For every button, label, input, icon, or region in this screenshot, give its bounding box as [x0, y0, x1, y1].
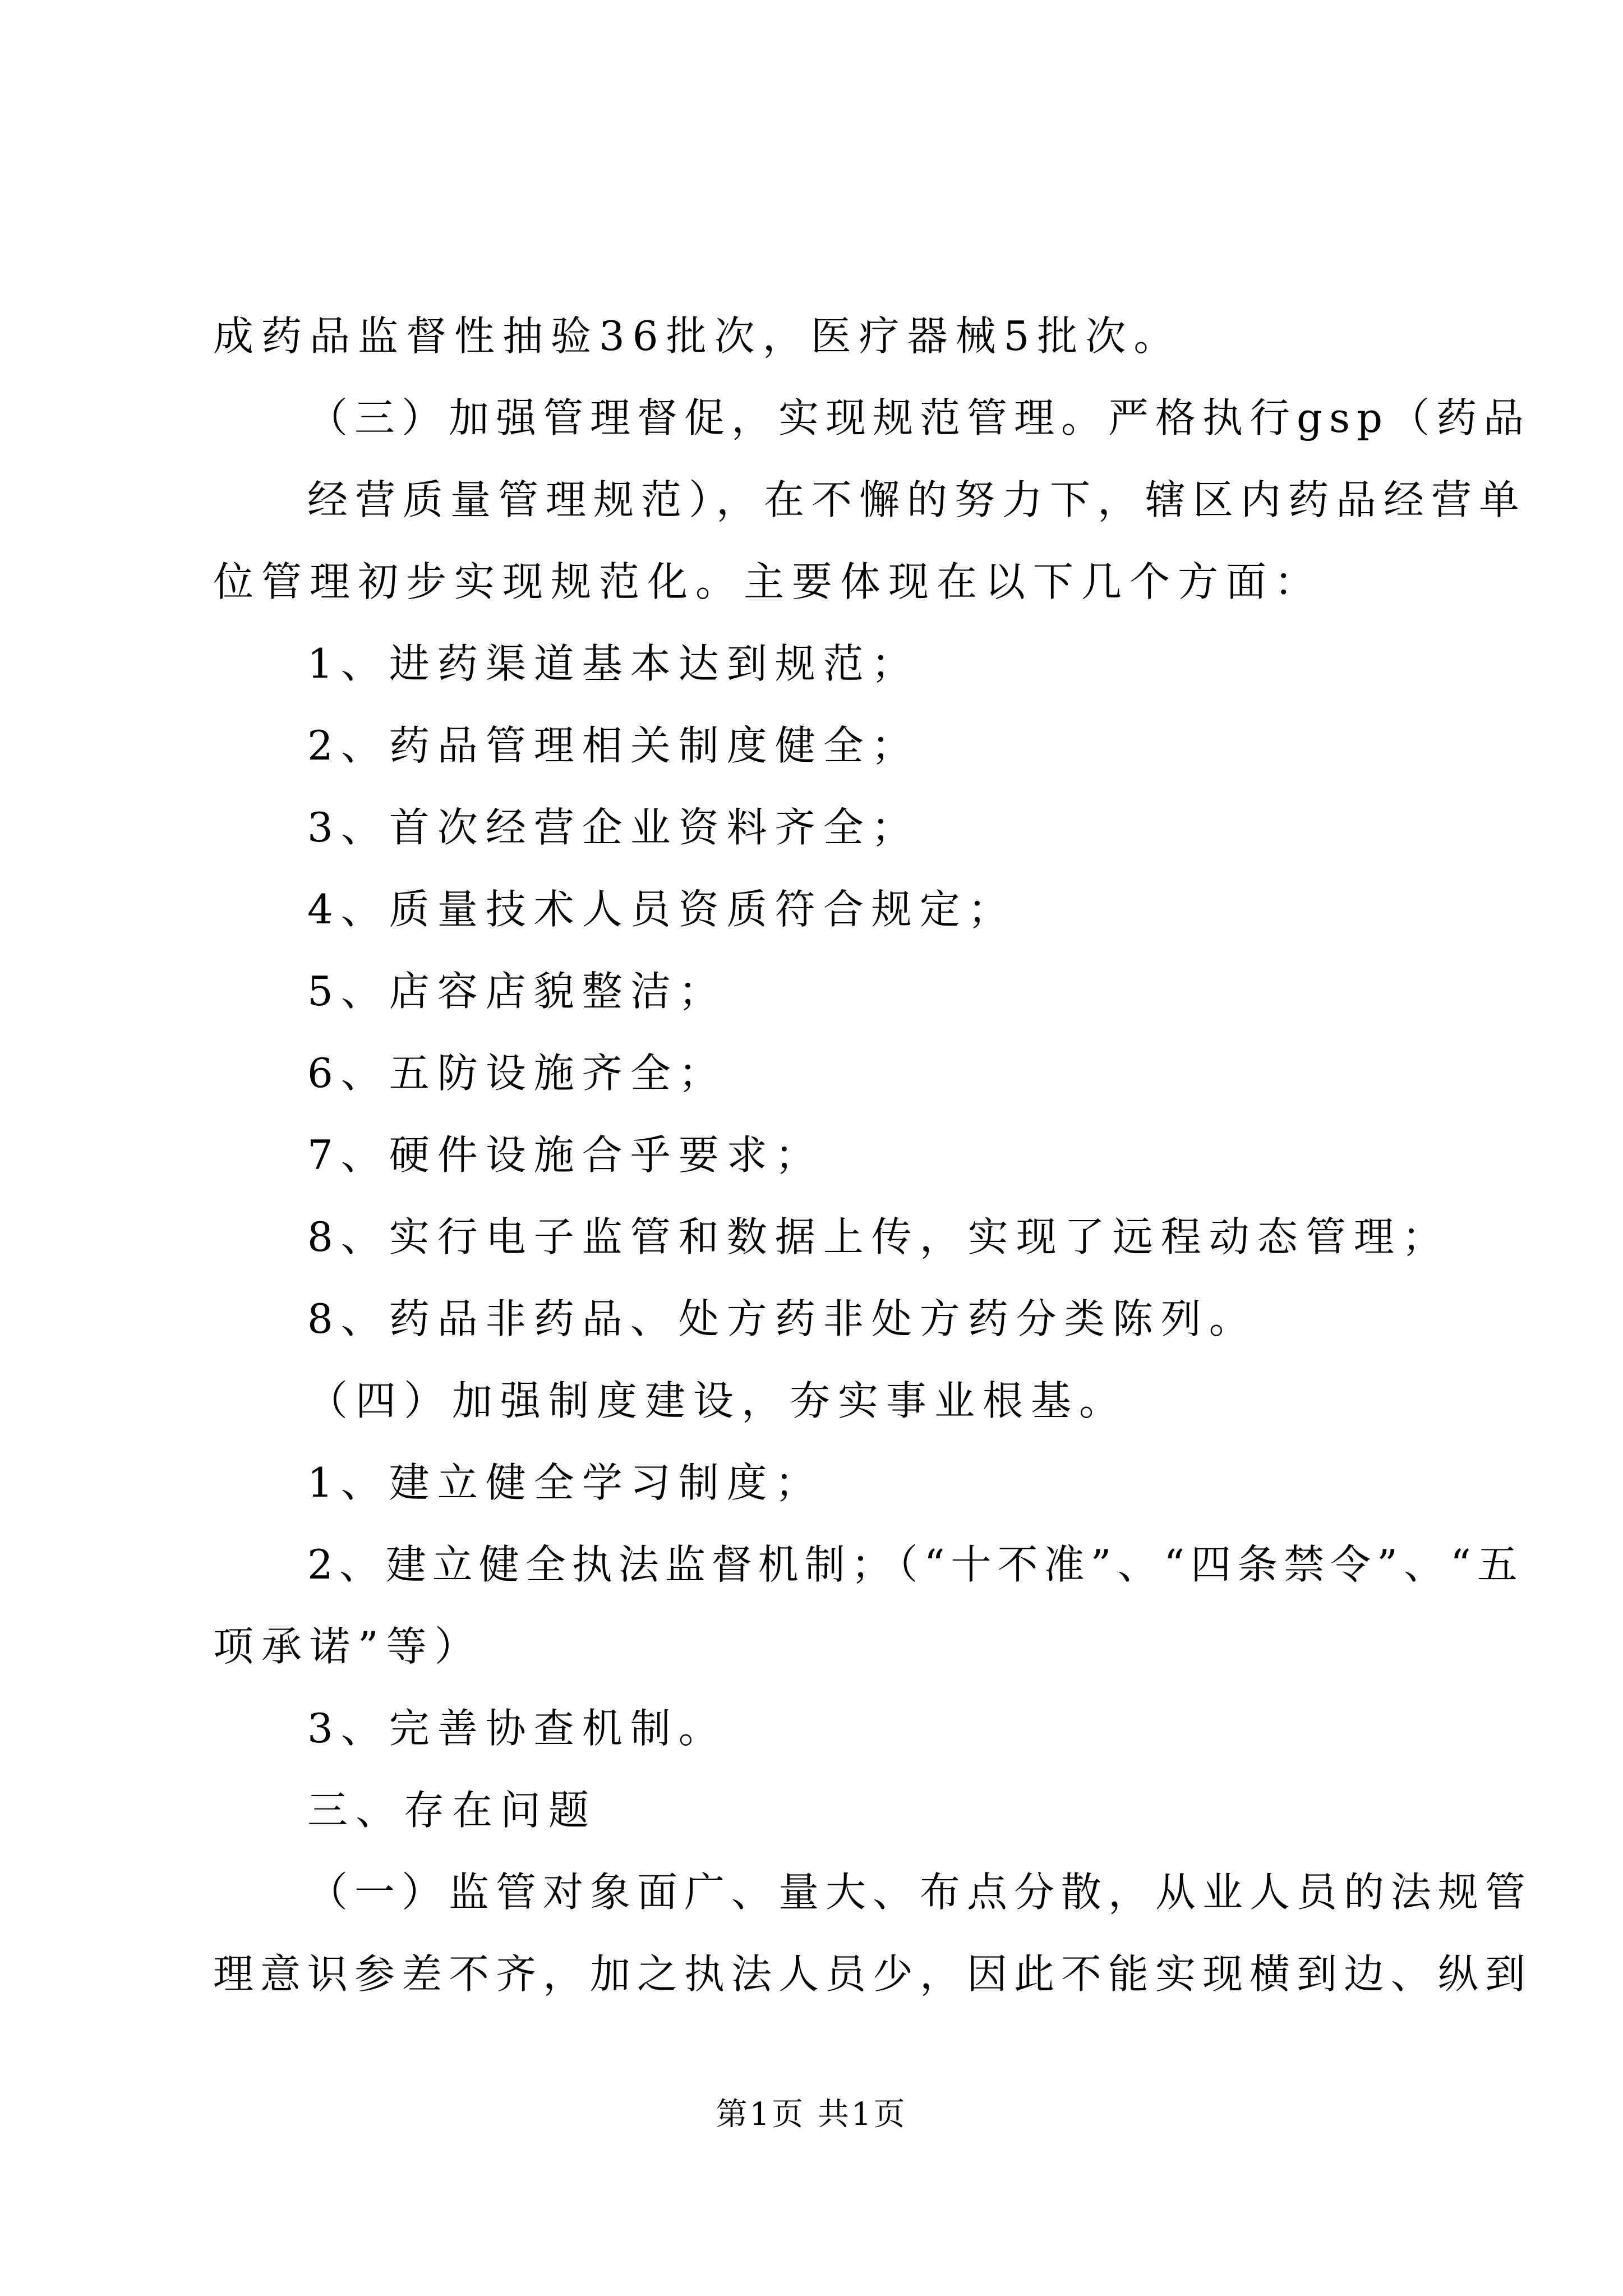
text-line: 1、进药渠道基本达到规范；: [307, 640, 920, 687]
section-heading: 三、存在问题: [307, 1787, 597, 1834]
text-line: 理意识参差不齐，加之执法人员少，因此不能实现横到边、纵到: [213, 1950, 1533, 1998]
text-line: 经营质量管理规范），在不懈的努力下，辖区内药品经营单: [307, 476, 1527, 523]
text-line: （一）监管对象面广、量大、布点分散，从业人员的法规管: [307, 1869, 1533, 1916]
text-line: （四）加强制度建设，夯实事业根基。: [307, 1377, 1128, 1424]
text-line: 5、店容店貌整洁；: [307, 968, 727, 1015]
text-line: 7、硬件设施合乎要求；: [307, 1131, 823, 1179]
text-line: 1、建立健全学习制度；: [307, 1459, 823, 1506]
text-line: 3、首次经营企业资料齐全；: [307, 804, 920, 851]
text-line: （三）加强管理督促，实现规范管理。严格执行gsp（药品: [307, 394, 1531, 441]
text-line: 4、质量技术人员资质符合规定；: [307, 886, 1016, 933]
text-line: 项承诺”等）: [213, 1623, 483, 1670]
text-line: 3、完善协查机制。: [307, 1705, 727, 1752]
text-line: 2、建立健全执法监督机制；（“十不准”、“四条禁令”、“五: [307, 1541, 1524, 1588]
text-line: 成药品监督性抽验36批次，医疗器械5批次。: [213, 312, 1182, 360]
text-line: 8、实行电子监管和数据上传，实现了远程动态管理；: [307, 1213, 1450, 1260]
text-line: 位管理初步实现规范化。主要体现在以下几个方面：: [213, 558, 1323, 605]
text-line: 2、药品管理相关制度健全；: [307, 722, 920, 769]
text-line: 8、药品非药品、处方药非处方药分类陈列。: [307, 1295, 1257, 1342]
text-line: 6、五防设施齐全；: [307, 1050, 727, 1097]
page-footer: 第1页 共1页: [716, 2096, 907, 2133]
